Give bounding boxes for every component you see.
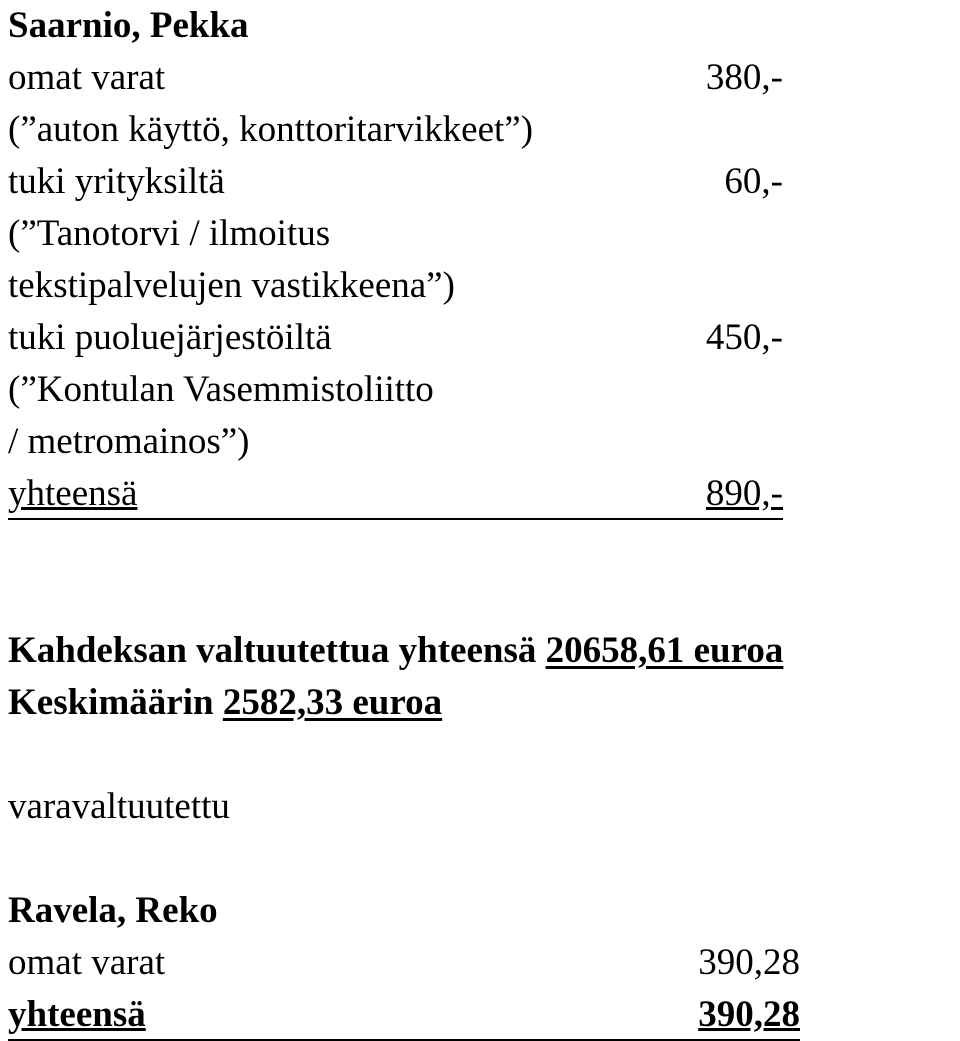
funding-label: omat varat bbox=[8, 57, 166, 98]
funding-label: omat varat bbox=[8, 942, 166, 983]
candidate-name: Saarnio, Pekka bbox=[8, 5, 249, 46]
total-label: yhteensä bbox=[8, 473, 138, 514]
spacer bbox=[8, 520, 956, 573]
spacer bbox=[8, 573, 956, 625]
total-amount: 390,28 bbox=[698, 994, 800, 1035]
funding-amount: 60,- bbox=[724, 161, 783, 202]
summary-total-text: Kahdeksan valtuutettua yhteensä bbox=[8, 630, 546, 671]
summary-total-line bbox=[8, 625, 956, 677]
funding-amount: 380,- bbox=[705, 57, 783, 98]
summary-average-value: 2582,33 euroa bbox=[222, 682, 443, 723]
summary-average-line bbox=[8, 677, 956, 729]
total-amount: 890,- bbox=[705, 473, 783, 514]
funding-row bbox=[8, 937, 800, 989]
funding-amount: 450,- bbox=[705, 317, 783, 358]
total-label: yhteensä bbox=[8, 994, 146, 1035]
spacer bbox=[8, 833, 956, 885]
funding-label: tuki yrityksiltä bbox=[8, 161, 225, 202]
section-heading: varavaltuutettu bbox=[8, 786, 230, 827]
funding-row bbox=[8, 156, 783, 208]
total-row bbox=[8, 989, 800, 1041]
funding-note: (”Tanotorvi / ilmoitus bbox=[8, 213, 331, 254]
funding-note: tekstipalvelujen vastikkeena”) bbox=[8, 265, 455, 306]
funding-note: / metromainos”) bbox=[8, 421, 250, 462]
summary-average-text: Keskimäärin bbox=[8, 682, 223, 723]
funding-amount: 390,28 bbox=[698, 942, 800, 983]
funding-note: (”auton käyttö, konttoritarvikkeet”) bbox=[8, 109, 534, 150]
summary-total-value: 20658,61 euroa bbox=[545, 630, 784, 671]
funding-note: (”Kontulan Vasemmistoliitto bbox=[8, 369, 434, 410]
document-page bbox=[8, 0, 956, 1041]
funding-row bbox=[8, 52, 783, 104]
funding-row bbox=[8, 312, 783, 364]
spacer bbox=[8, 729, 956, 781]
total-row bbox=[8, 468, 783, 520]
candidate-name: Ravela, Reko bbox=[8, 890, 218, 931]
funding-label: tuki puoluejärjestöiltä bbox=[8, 317, 332, 358]
